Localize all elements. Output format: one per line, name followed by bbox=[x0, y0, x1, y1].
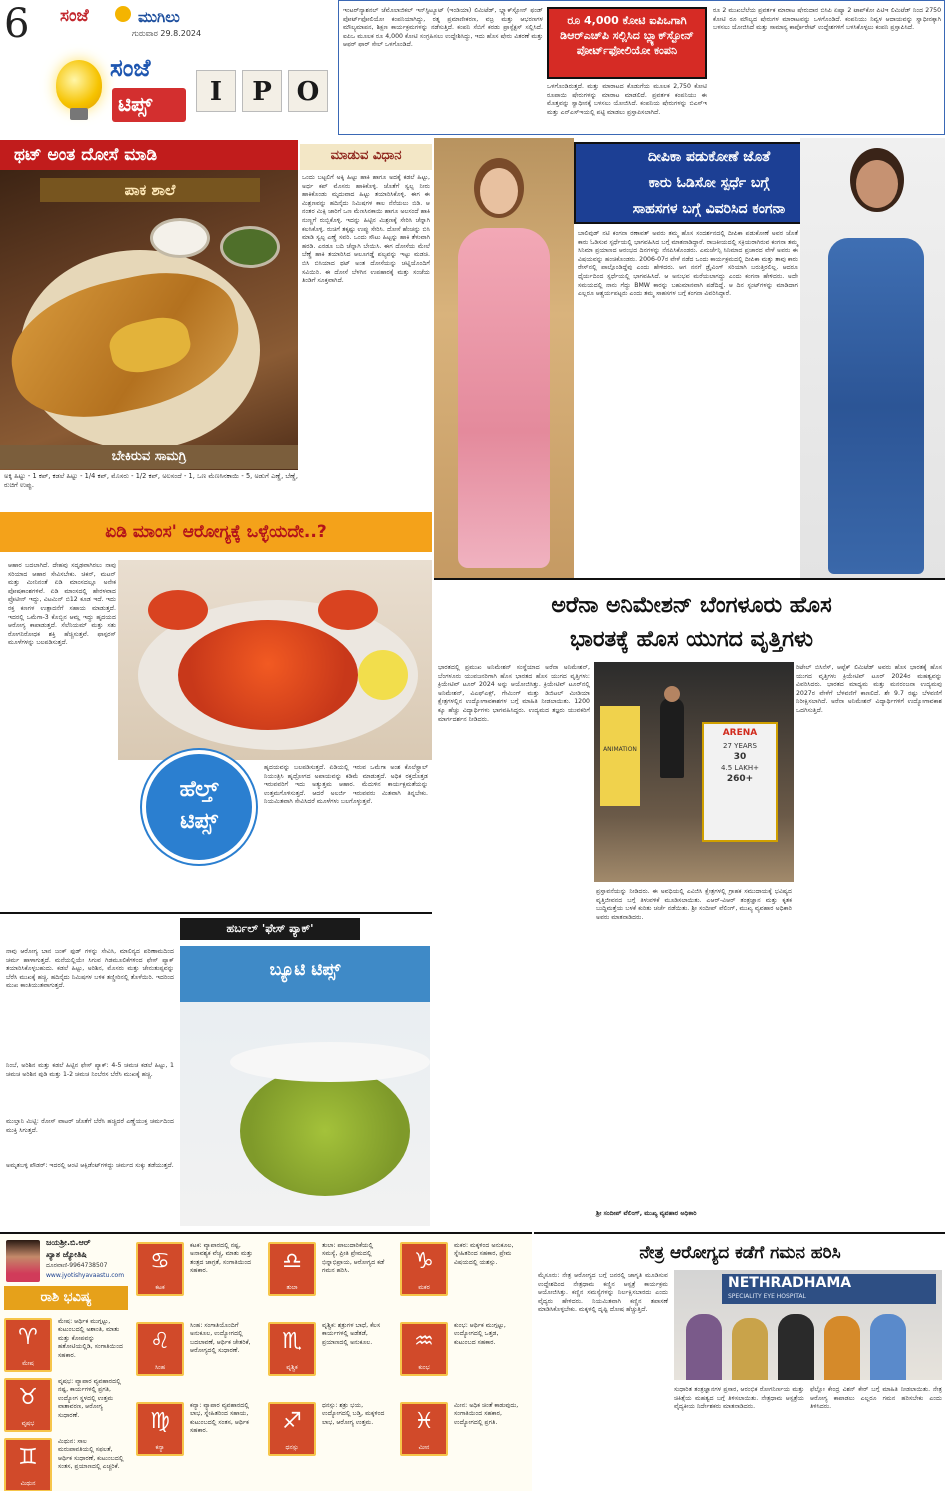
crab-headline-bar bbox=[0, 512, 432, 552]
left-banner-text: ANIMATION bbox=[603, 746, 637, 753]
face-pack-photo bbox=[180, 946, 430, 1226]
zodiac-forecast: ಕನ್ಯಾ: ವ್ಯಾಪಾರ ವ್ಯವಹಾರದಲ್ಲಿ ಲಾಭ, ಸ್ನೇಹಿತರಿಂದ ಸಹಾಯ, ಕುಟುಂಬದಲ್ಲಿ ಸಂತಸ, ಆರ್ಥಿಕ ಸಹಕಾರ. bbox=[190, 1402, 249, 1435]
rashi-item bbox=[136, 1238, 256, 1302]
zodiac-icon bbox=[4, 1378, 52, 1432]
zodiac-forecast: ಕಟಕ: ವ್ಯಾಪಾರದಲ್ಲಿ ನಷ್ಟ, ಅನಾವಶ್ಯಕ ವೆಚ್ಚ, ಮಾತು ಮತ್ತು ತಂತ್ರದ ಜಾಗ್ರತೆ, ಸಂಗಾತಿಯಿಂದ ಸಹಕಾರ. bbox=[190, 1242, 253, 1275]
rashi-item bbox=[136, 1318, 256, 1382]
zodiac-glyph: ♏ bbox=[282, 1329, 302, 1354]
masthead bbox=[0, 0, 338, 135]
screen-line5: 260+ bbox=[726, 774, 754, 784]
arena-col1: ಭಾರತದಲ್ಲಿ ಪ್ರಮುಖ ಅನಿಮೇಶನ್ ಸಂಸ್ಥೆಯಾದ ಅರೆನಾ ಅನಿಮೇಶನ್, ಬೆಂಗಳೂರು ಯುವಜನರಿಗಾಗಿ ಹೊಸ ಭಾರತದ ಹೊಸ ಯುಗದ ವೃತ್ತಿಗಳು: ಕ್ರಿಯೇಟಿವ್ ಟೂರ್ 2024 ಅನ್ನು ಆಯೋಜಿಸಿತ್ತು. ಕ್ರಿಯೇಟಿವ್ ಟೂರ್‌ನಲ್ಲಿ ಅನಿಮೇಶನ್, ವಿಎಫ್‌ಎಕ್ಸ್, ಗೇಮಿಂಗ್ ಮತ್ತು ಡಿಜಿಟಲ್ ಮೀಡಿಯಾ ಕ್ಷೇತ್ರಗಳಲ್ಲಿನ ಉದ್ಯೋಗಾವಕಾಶಗಳ ಬಗ್ಗೆ ಮಾಹಿತಿ ನೀಡಲಾಯಿತು. 1200 ಕ್ಕೂ ಹೆಚ್ಚು ವಿದ್ಯಾರ್ಥಿಗಳು ಭಾಗವಹಿಸಿದ್ದರು. ಉದ್ಯಮದ ತಜ್ಞರು ಯುವಕರಿಗೆ ಮಾರ್ಗದರ್ಶನ ನೀಡಿದರು. bbox=[438, 664, 590, 723]
zodiac-glyph: ♉ bbox=[18, 1385, 38, 1410]
rashi-grid bbox=[0, 1234, 532, 1491]
zodiac-forecast: ಕುಂಭ: ಆರ್ಥಿಕ ಮುಗ್ಗಟ್ಟು, ಉದ್ಯೋಗದಲ್ಲಿ ಒತ್ತಡ, ಕುಟುಂಬದ ಸಹಕಾರ. bbox=[454, 1322, 506, 1346]
arena-col2: ಪ್ರಸ್ತಾವನೆಯನ್ನು ನೀಡಿದರು. ಈ ಅವಧಿಯಲ್ಲಿ ಎವಿಜಿಸಿ ಕ್ಷೇತ್ರಗಳಲ್ಲಿ ಗ್ರಾಹಕ ಸಮುದಾಯಕ್ಕೆ ಭವಿಷ್ಯದ ವೃತ್ತಿಜೀವನದ ಬಗ್ಗೆ ತಿಳುವಳಿಕೆ ಮೂಡಿಸಲಾಯಿತು. ಎಆರ್-ವಿಆರ್ ತಂತ್ರಜ್ಞಾನ ಮತ್ತು ಕೃತಕ ಬುದ್ಧಿಮತ್ತೆಯ ಬಳಕೆ ಕುರಿತು ಚರ್ಚೆ ನಡೆಯಿತು. ಶ್ರೀ ಸಂದೀಪ್ ವೆಲಿಂಗ್, ಮುಖ್ಯ ವ್ಯವಹಾರ ಅಧಿಕಾರಿ ಅವರು ಮಾತನಾಡಿದರು. bbox=[596, 888, 792, 921]
chutney-bowl-white bbox=[150, 218, 210, 258]
zodiac-name: ಕನ್ಯಾ bbox=[155, 1444, 165, 1451]
zodiac-name: ತುಲಾ bbox=[286, 1284, 298, 1291]
astrologer-website: www.jyotishyavaastu.com bbox=[46, 1272, 125, 1279]
rashi-item bbox=[400, 1398, 520, 1462]
ipo-tile-i: I bbox=[196, 70, 236, 112]
ipo-headline: ರೂ 4,000 ಕೋಟಿ ಐಪಿಒಗಾಗಿ ಡಿಆರ್‌ಎಚ್‌ಪಿ ಸಲ್ಲಿಸಿದ ಬ್ಲ್ಯಾಕ್‌ಸ್ಟೋನ್ ಪೋರ್ಟ್‌ಫೋಲಿಯೋ ಕಂಪನಿ bbox=[560, 14, 694, 57]
zodiac-glyph: ♍ bbox=[150, 1409, 170, 1434]
crab-photo bbox=[118, 560, 432, 760]
zodiac-forecast: ಮೇಷ: ಆರ್ಥಿಕ ಮುಗ್ಗಟ್ಟು, ಕುಟುಂಬದಲ್ಲಿ ಅಶಾಂತಿ, ಮಾತು ಮತ್ತು ಕೋಪವನ್ನು ಹತೋಟಿಯಲ್ಲಿಡಿ, ಸಂಗಾತಿಯಿಂದ ಸಹಕಾರ. bbox=[58, 1318, 123, 1359]
zodiac-glyph: ♈ bbox=[18, 1325, 38, 1350]
zodiac-icon bbox=[400, 1322, 448, 1376]
rashi-item bbox=[4, 1374, 124, 1438]
screen-line3: 30 bbox=[733, 752, 747, 762]
recipe-title-bar bbox=[0, 140, 298, 170]
eye-col1: ಮೈಸೂರು: ನೇತ್ರ ಆರೋಗ್ಯದ ಬಗ್ಗೆ ಜನರಲ್ಲಿ ಜಾಗೃತಿ ಮೂಡಿಸುವ ಉದ್ದೇಶದಿಂದ ನೇತ್ರಧಾಮ ಕಣ್ಣಿನ ಆಸ್ಪತ್ರೆ ಕಾರ್ಯಕ್ರಮ ಆಯೋಜಿಸಿತ್ತು. ಕಣ್ಣಿನ ಸಮಸ್ಯೆಗಳನ್ನು ನಿರ್ಲಕ್ಷಿಸಬಾರದು ಎಂದು ವೈದ್ಯರು ಹೇಳಿದರು. ನಿಯಮಿತವಾಗಿ ಕಣ್ಣಿನ ತಪಾಸಣೆ ಮಾಡಿಸಿಕೊಳ್ಳಬೇಕು. ಮಕ್ಕಳಲ್ಲಿ ದೃಷ್ಟಿ ದೋಷ ಹೆಚ್ಚುತ್ತಿದೆ. bbox=[538, 1272, 668, 1314]
method-title: ಮಾಡುವ ವಿಧಾನ bbox=[300, 144, 432, 170]
zodiac-name: ಮೇಷ bbox=[22, 1360, 34, 1367]
beauty-tip3: ಅಮೃತಬಳ್ಳಿ ಪೌಡರ್: ಇದರಲ್ಲಿ ಆಂಟಿ ಆಕ್ಸಿಡೆಂಟ್‌ಗಳಿದ್ದು ಚರ್ಮದ ಸುಕ್ಕು ತಡೆಯುತ್ತದೆ. bbox=[6, 1162, 174, 1169]
dosa-photo bbox=[0, 170, 298, 470]
screen-brand: ARENA bbox=[722, 728, 758, 738]
ipo-tiles bbox=[196, 70, 338, 116]
rashi-item bbox=[268, 1398, 388, 1462]
zodiac-glyph: ♎ bbox=[282, 1249, 302, 1274]
zodiac-icon bbox=[268, 1242, 316, 1296]
zodiac-name: ಕುಂಭ bbox=[418, 1364, 430, 1371]
ipo-article bbox=[338, 0, 945, 135]
beauty-headline-box bbox=[180, 918, 360, 940]
screen-line4: 4.5 LAKH+ bbox=[721, 764, 759, 772]
section-title-bar bbox=[40, 178, 260, 202]
eye-banner bbox=[722, 1274, 936, 1304]
beauty-article bbox=[0, 912, 432, 1228]
rashi-item bbox=[400, 1318, 520, 1382]
rashi-item bbox=[400, 1238, 520, 1302]
deepika-photo bbox=[800, 138, 945, 578]
crab-headline: ಏಡಿ ಮಾಂಸ' ಆರೋಗ್ಯಕ್ಕೆ ಒಳ್ಳೆಯದೇ..? bbox=[105, 522, 327, 542]
zodiac-icon bbox=[136, 1402, 184, 1456]
zodiac-forecast: ಸಿಂಹ: ಸಂಗಾತಿಯೊಂದಿಗೆ ಅನುಕೂಲ, ಉದ್ಯೋಗದಲ್ಲಿ ಬದಲಾವಣೆ, ಆರ್ಥಿಕ ಚೇತರಿಕೆ, ಆರೋಗ್ಯದಲ್ಲಿ ಸುಧಾರಣೆ. bbox=[190, 1322, 251, 1355]
speaker-figure bbox=[660, 698, 684, 778]
zodiac-name: ವೃಶ್ಚಿಕ bbox=[286, 1364, 298, 1371]
zodiac-icon bbox=[400, 1242, 448, 1296]
kangana-headline-2: ಕಾರು ಓಡಿಸೋ ಸ್ಪರ್ಧೆ ಬಗ್ಗೆ bbox=[648, 175, 770, 191]
health-tips-badge bbox=[142, 750, 256, 864]
zodiac-glyph: ♓ bbox=[414, 1409, 434, 1434]
zodiac-glyph: ♒ bbox=[414, 1329, 434, 1354]
eye-banner-text: NETHRADHAMA bbox=[728, 1275, 852, 1291]
zodiac-name: ಮಕರ bbox=[418, 1284, 430, 1291]
tips-line2: ಟಿಪ್ಸ್ bbox=[118, 92, 153, 116]
tips-line1: ಸಂಜೆ bbox=[110, 54, 151, 82]
crab-shape bbox=[178, 620, 358, 730]
kangana-photo bbox=[434, 138, 574, 578]
ipo-headline-box bbox=[547, 7, 707, 79]
crab-col2: ಹೃದಯವನ್ನು ಬಲಪಡಿಸುತ್ತದೆ. ಏಡಿಯಲ್ಲಿ ಇರುವ ಒಮೆಗಾ ಅಂಶ ಕೊಲೆಸ್ಟ್ರಾಲ್ ನಿಯಂತ್ರಿಸಿ ಹೃದ್ರೋಗದ ಅಪಾಯವನ್ನು ಕಡಿಮೆ ಮಾಡುತ್ತದೆ. ಅಧಿಕ ರಕ್ತದೊತ್ತಡ ಇರುವವರಿಗೆ ಇದು ಅತ್ಯುತ್ತಮ ಆಹಾರ. ಮೆದುಳಿನ ಕಾರ್ಯಕ್ಷಮತೆಯನ್ನು ಉತ್ತಮಗೊಳಿಸುತ್ತದೆ. ಆದರೆ ಅಲರ್ಜಿ ಇರುವವರು ಮಿತವಾಗಿ ತಿನ್ನಬೇಕು. ನಿಯಮಿತವಾಗಿ ಸೇವಿಸಿದರೆ ಮೂಳೆಗಳು ಬಲಗೊಳ್ಳುತ್ತವೆ. bbox=[264, 764, 428, 806]
zodiac-glyph: ♐ bbox=[282, 1409, 302, 1434]
astrologer-name: ಜಯಶ್ರೀ.ಬಿ.ಆರ್ bbox=[46, 1238, 91, 1247]
zodiac-icon bbox=[136, 1242, 184, 1296]
arena-headline-1: ಅರೆನಾ ಅನಿಮೇಶನ್ ಬೆಂಗಳೂರು ಹೊಸ bbox=[551, 593, 832, 618]
rashi-item bbox=[136, 1398, 256, 1462]
ipo-tile-o: O bbox=[288, 70, 328, 112]
arena-article bbox=[434, 578, 945, 1228]
zodiac-forecast: ಧನಸ್ಸು: ಶತ್ರು ಭಯ, ಉದ್ಯೋಗದಲ್ಲಿ ಬಡ್ತಿ, ಮಕ್ಕಳಿಂದ ಲಾಭ, ಆರೋಗ್ಯ ಉತ್ತಮ. bbox=[322, 1402, 385, 1426]
zodiac-forecast: ಮಕರ: ಮಕ್ಕಳಿಂದ ಅನುಕೂಲ, ಸ್ನೇಹಿತರಿಂದ ಸಹಕಾರ, ಪ್ರೇಮ ವಿಷಯದಲ್ಲಿ ಯಶಸ್ಸು. bbox=[454, 1242, 514, 1266]
ingredients-title: ಬೇಕಿರುವ ಸಾಮಗ್ರಿ bbox=[111, 449, 187, 464]
rashi-item bbox=[4, 1314, 124, 1378]
recipe-method-text: ಒಂದು ಬಟ್ಟಲಿಗೆ ಅಕ್ಕಿ ಹಿಟ್ಟು ಹಾಕಿ ಹಾಗೂ ಅದಕ್ಕೆ ಕಡಲೆ ಹಿಟ್ಟು, ಅರ್ಧ ಕಪ್ ಮೊಸರು ಹಾಕಿಕೊಳ್ಳಿ. ಜೊತೆಗೆ ಸ್ವಲ್ಪ ನೀರು ಹಾಕಿಕೊಂಡು ಮೃದುವಾದ ಹಿಟ್ಟು ತಯಾರಿಸಿಕೊಳ್ಳಿ. ಈಗ ಈ ಮಿಶ್ರಣವನ್ನು ಹದಿನೈದು ನಿಮಿಷಗಳ ಕಾಲ ನೆನೆಯಲು ಬಿಡಿ. ಆ ನಂತರ ಮಿಕ್ಸಿ ಜಾರಿಗೆ ಒಣ ಮೆಣಸಿನಕಾಯಿ ಹಾಗೂ ಅಲಸಂದೆ ಹಾಕಿ ನುಣ್ಣಗೆ ರುಬ್ಬಿಕೊಳ್ಳಿ. ಇದನ್ನು ಹಿಟ್ಟಿನ ಮಿಶ್ರಣಕ್ಕೆ ಸೇರಿಸಿ ಚೆನ್ನಾಗಿ ಕಲಸಿಕೊಳ್ಳಿ. ರುಚಿಗೆ ತಕ್ಕಷ್ಟು ಉಪ್ಪು ಸೇರಿಸಿ. ದೋಸೆ ಹೆಂಚನ್ನು ಬಿಸಿ ಮಾಡಿ ಸ್ವಲ್ಪ ಎಣ್ಣೆ ಸವರಿ. ಒಂದು ಸೌಟು ಹಿಟ್ಟನ್ನು ಹಾಕಿ ತೆಳುವಾಗಿ ಹರಡಿ. ಎರಡೂ ಬದಿ ಚೆನ್ನಾಗಿ ಬೇಯಿಸಿ. ಈಗ ದೋಸೆಯ ಮೇಲೆ ಬೆಣ್ಣೆ ಹಾಕಿ ತಯಾರಿಸಿದ ಆಲೂಗಡ್ಡೆ ಪಲ್ಯವನ್ನು ಇಟ್ಟು ಮಡಚಿ. ಬಿಸಿ ಬಿಸಿಯಾದ ಥಟ್ ಅಂತ ದೋಸೆಯನ್ನು ಚಟ್ನಿಯೊಂದಿಗೆ ಸವಿಯಿರಿ. ಈ ದೋಸೆ ಬೆಳಗಿನ ಉಪಹಾರಕ್ಕೆ ಮತ್ತು ಸಂಜೆಯ ತಿಂಡಿಗೆ ಸೂಕ್ತವಾಗಿದೆ. bbox=[302, 174, 431, 285]
pink-dress bbox=[458, 228, 550, 568]
arena-screen bbox=[702, 722, 778, 842]
rashi-item bbox=[4, 1434, 124, 1491]
rashi-section bbox=[0, 1232, 532, 1491]
arena-headline-2: ಭಾರತಕ್ಕೆ ಹೊಸ ಯುಗದ ವೃತ್ತಿಗಳು bbox=[570, 627, 813, 652]
eye-event-photo bbox=[674, 1270, 942, 1380]
zodiac-glyph: ♑ bbox=[414, 1249, 434, 1274]
rashi-title: ರಾಶಿ ಭವಿಷ್ಯ bbox=[40, 1290, 92, 1305]
zodiac-forecast: ಮೀನ: ಅಧಿಕ ಚಿಂತೆ ಕಾಡುವುದು, ಸಂಗಾತಿಯಿಂದ ಸಹಕಾರ, ಉದ್ಯೋಗದಲ್ಲಿ ಪ್ರಗತಿ. bbox=[454, 1402, 519, 1426]
ipo-tile-p: P bbox=[242, 70, 282, 112]
zodiac-icon bbox=[136, 1322, 184, 1376]
zodiac-glyph: ♋ bbox=[150, 1249, 170, 1274]
face-shape bbox=[240, 1066, 410, 1196]
beauty-subhead: ಬ್ಯೂಟಿ ಟಿಪ್ಸ್ bbox=[269, 960, 341, 980]
zodiac-name: ಮಿಥುನ bbox=[20, 1480, 36, 1487]
zodiac-forecast: ಮಿಥುನ: ಸಾಲ ಮರುಪಾವತಿಯಲ್ಲಿ ಸಫಲತೆ, ಆರ್ಥಿಕ ಸುಧಾರಣೆ, ಕುಟುಂಬದಲ್ಲಿ ಸಂತಸ, ಪ್ರಯಾಣದಲ್ಲಿ ಎಚ್ಚರಿಕೆ. bbox=[58, 1438, 124, 1471]
badge-line1: ಹೆಲ್ತ್ bbox=[179, 777, 219, 802]
rashi-item bbox=[268, 1238, 388, 1302]
left-banner bbox=[600, 706, 640, 806]
kangana-headline-3: ಸಾಹಸಗಳ ಬಗ್ಗೆ ವಿವರಿಸಿದ ಕಂಗನಾ bbox=[632, 201, 786, 217]
kangana-article bbox=[434, 138, 945, 578]
ipo-col3: ರೂ 2 ಮುಖಬೆಲೆಯ ಪ್ರವರ್ತಕ ಮಾರಾಟ ಷೇರುದಾರ ಬಿಸಿಪಿ ಏಷ್ಯಾ 2 ಟಾಪ್‌ಕೋ ಪಿಟಿಇ ಲಿಮಿಟೆಡ್ ನಿಂದ 2750 ಕೋಟಿ ರೂ ಮೌಲ್ಯದ ಷೇರುಗಳ ಮಾರಾಟವನ್ನು ಒಳಗೊಂಡಿದೆ. ಕಂಪನಿಯು ನಿವ್ವಳ ಆದಾಯವನ್ನು ಸ್ವಾಧೀನಕ್ಕಾಗಿ ಬಳಸಲು ಯೋಜಿಸಿದೆ ಮತ್ತು ಸಾಮಾನ್ಯ ಕಾರ್ಪೊರೇಟ್ ಉದ್ದೇಶಗಳಿಗೆ ಬಳಸಿಕೊಳ್ಳಲು ಕಂಪನಿ ಪ್ರಸ್ತಾಪಿಸಿದೆ. bbox=[713, 7, 941, 32]
zodiac-icon bbox=[268, 1402, 316, 1456]
recipe-title: ಥಟ್ ಅಂತ ದೋಸೆ ಮಾಡಿ bbox=[14, 145, 158, 165]
ingredients-title-bar bbox=[0, 445, 298, 469]
beauty-tip1: ನಿಂಬೆ, ಅರಿಶಿನ ಮತ್ತು ಕಡಲೆ ಹಿಟ್ಟಿನ ಫೇಸ್ ಪ್ಯಾಕ್: 4-5 ಚಮಚ ಕಡಲೆ ಹಿಟ್ಟು, 1 ಚಮಚ ಅರಿಶಿನ ಪುಡಿ ಮತ್ತು 1-2 ಚಮಚ ನಿಂಬೆರಸ ಬೆರೆಸಿ ಮುಖಕ್ಕೆ ಹಚ್ಚಿ. bbox=[6, 1062, 174, 1078]
recipe-article bbox=[0, 140, 432, 508]
eye-banner-sub: SPECIALITY EYE HOSPITAL bbox=[728, 1293, 806, 1300]
zodiac-name: ಸಿಂಹ bbox=[154, 1364, 165, 1371]
brand-sanje: ಸಂಜೆ bbox=[60, 6, 89, 26]
arena-caption: ಶ್ರೀ ಸಂದೀಪ್ ವೆಲಿಂಗ್, ಮುಖ್ಯ ವ್ಯವಹಾರ ಅಧಿಕಾರಿ bbox=[596, 1210, 697, 1217]
zodiac-name: ವೃಷಭ bbox=[21, 1420, 35, 1427]
zodiac-icon bbox=[400, 1402, 448, 1456]
eye-col3: ಫೆಲ್ಲೋ ಕೇಂದ್ರ ವಿಶನ್ ಕೇರ್ ಬಗ್ಗೆ ಮಾಹಿತಿ ನೀಡಲಾಯಿತು. ನೇತ್ರ ಆರೋಗ್ಯ ಕಾಪಾಡಲು ಎಲ್ಲರೂ ಗಮನ ಹರಿಸಬೇಕು ಎಂದು ತಿಳಿಸಿದರು. bbox=[810, 1386, 942, 1411]
rashi-item bbox=[268, 1318, 388, 1382]
beauty-body: ನಾವು ಆರೋಗ್ಯ ಬಾನ ಜಂಕ್ ಫುಡ್ ಗಳನ್ನು ಸೇವಿಸಿ, ಮಾಲಿನ್ಯದ ಪರಿಣಾಮದಿಂದ ಚರ್ಮ ಹಾಳಾಗುತ್ತದೆ. ಮನೆಯಲ್ಲಿಯೇ ಸಿಗುವ ಗಿಡಮೂಲಿಕೆಗಳಿಂದ ಫೇಸ್ ಪ್ಯಾಕ್ ತಯಾರಿಸಿಕೊಳ್ಳಬಹುದು. ಕಡಲೆ ಹಿಟ್ಟು, ಅರಿಶಿನ, ಮೊಸರು ಮತ್ತು ಜೇನುತುಪ್ಪವನ್ನು ಬೆರೆಸಿ ಮುಖಕ್ಕೆ ಹಚ್ಚಿ. ಹದಿನೈದು ನಿಮಿಷಗಳ ಬಳಿಕ ತಣ್ಣೀರಿನಲ್ಲಿ ತೊಳೆಯಿರಿ. ಇದರಿಂದ ಮುಖ ಕಾಂತಿಯುತವಾಗುತ್ತದೆ. bbox=[6, 948, 174, 990]
eye-headline: ನೇತ್ರ ಆರೋಗ್ಯದ ಕಡೆಗೆ ಗಮನ ಹರಿಸಿ bbox=[639, 1243, 841, 1263]
arena-event-photo bbox=[594, 662, 794, 882]
beauty-tip2: ಮುಲ್ತಾನಿ ಮಿಟ್ಟಿ: ರೋಸ್ ವಾಟರ್ ಜೊತೆಗೆ ಬೆರೆಸಿ ಹಚ್ಚಿದರೆ ಎಣ್ಣೆಯುಕ್ತ ಚರ್ಮದಿಂದ ಮುಕ್ತಿ ಸಿಗುತ್ತದೆ. bbox=[6, 1118, 174, 1134]
zodiac-glyph: ♊ bbox=[18, 1445, 38, 1470]
eye-article bbox=[534, 1232, 945, 1491]
brand-mugilu: ಮುಗಿಲು bbox=[138, 8, 180, 26]
zodiac-forecast: ತುಲಾ: ಪಾಲುದಾರಿಕೆಯಲ್ಲಿ ಸಮಸ್ಯೆ, ಪ್ರೀತಿ ಪ್ರೇಮದಲ್ಲಿ ಭಿನ್ನಾಭಿಪ್ರಾಯ, ಆರೋಗ್ಯದ ಕಡೆ ಗಮನ ಹರಿಸಿ. bbox=[322, 1242, 385, 1275]
beauty-headline: ಹರ್ಬಲ್ 'ಫೇಸ್ ಪ್ಯಾಕ್' bbox=[226, 922, 314, 935]
eye-col2: ಸುಧಾರಿತ ತಂತ್ರಜ್ಞಾನಗಳ ಪ್ರಸಾರ, ಆರಂಭಿಕ ರೋಗನಿರ್ಣಯ ಮತ್ತು ಚಿಕಿತ್ಸೆಯ ಮಹತ್ವದ ಬಗ್ಗೆ ತಿಳಿಸಲಾಯಿತು. ನೇತ್ರಧಾಮ ಆಸ್ಪತ್ರೆಯ ವೈದ್ಯಕೀಯ ನಿರ್ದೇಶಕರು ಮಾತನಾಡಿದರು. bbox=[674, 1386, 804, 1411]
zodiac-forecast: ವೃಷಭ: ವ್ಯಾಪಾರ ವ್ಯವಹಾರದಲ್ಲಿ ನಷ್ಟ, ಕಾರ್ಯಗಳಲ್ಲಿ ಪ್ರಗತಿ, ಉದ್ಯೋಗ ಸ್ಥಳದಲ್ಲಿ ಉತ್ತಮ ವಾತಾವರಣ, ಆರೋಗ್ಯ ಸುಧಾರಣೆ. bbox=[58, 1378, 121, 1419]
zodiac-name: ಧನಸ್ಸು bbox=[285, 1444, 299, 1451]
arena-col3: ರಿಟೇಲ್ ಬಿಸಿನೆಸ್, ಆಪ್ಟೆಕ್ ಲಿಮಿಟೆಡ್ ಅವರು ಹೊಸ ಭಾರತಕ್ಕೆ ಹೊಸ ಯುಗದ ವೃತ್ತಿಗಳು ಕ್ರಿಯೇಟಿವ್ ಟೂರ್ 2024ರ ಮಹತ್ವವನ್ನು ವಿವರಿಸಿದರು. ಭಾರತದ ಮಾಧ್ಯಮ ಮತ್ತು ಮನರಂಜನಾ ಉದ್ಯಮವು 2027ರ ವೇಳೆಗೆ ಬೆಳವಣಿಗೆ ಕಾಣಲಿದೆ. ಶೇ 9.7 ರಷ್ಟು ಬೆಳವಣಿಗೆ ನಿರೀಕ್ಷಿಸಲಾಗಿದೆ. ಅರೆನಾ ಅನಿಮೇಶನ್ ವಿದ್ಯಾರ್ಥಿಗಳಿಗೆ ಉದ್ಯೋಗಾವಕಾಶ ಒದಗಿಸುತ್ತಿದೆ. bbox=[796, 664, 942, 714]
badge-line2: ಟಿಪ್ಸ್ bbox=[180, 809, 218, 834]
screen-line2: 27 YEARS bbox=[723, 742, 757, 750]
zodiac-forecast: ವೃಶ್ಚಿಕ: ಶತ್ರುಗಳ ಬಾಧೆ, ಕೆಲಸ ಕಾರ್ಯಗಳಲ್ಲಿ ಅಡೆತಡೆ, ಪ್ರಯಾಣದಲ್ಲಿ ಅನುಕೂಲ. bbox=[322, 1322, 381, 1346]
astrologer-title: ಖ್ಯಾತ ಜ್ಯೋತಿಷಿ bbox=[46, 1250, 87, 1259]
page-number: 6 bbox=[4, 1, 30, 47]
issue-date: ಗುರುವಾರ 29.8.2024 bbox=[132, 29, 202, 38]
ipo-col1: ಇಂಟರ್‌ನ್ಯಾಶನಲ್ ಜೆಮೊಲಾಜಿಕಲ್ ಇನ್‌ಸ್ಟಿಟ್ಯೂಟ್ (ಇಂಡಿಯಾ) ಲಿಮಿಟೆಡ್, ಬ್ಲ್ಯಾಕ್‌ಸ್ಟೋನ್ ಫಂಡ್ ಪೋರ್ಟ್‌ಫೋಲಿಯೋ ಕಂಪನಿಯಾಗಿದ್ದು, ರತ್ನ ಪ್ರಮಾಣೀಕರಣ, ವಜ್ರ ಮತ್ತು ಆಭರಣಗಳ ಮೌಲ್ಯಮಾಪನ, ಶಿಕ್ಷಣ ಕಾರ್ಯಕ್ರಮಗಳನ್ನು ನಡೆಸುತ್ತಿದೆ. ಕಂಪನಿ ಸೆಬಿಗೆ ಕರಡು ಪ್ರಾಸ್ಪೆಕ್ಟಸ್ ಸಲ್ಲಿಸಿದೆ. ಐಪಿಒ ಮೂಲಕ ರೂ 4,000 ಕೋಟಿ ಸಂಗ್ರಹಿಸಲು ಉದ್ದೇಶಿಸಿದ್ದು, ಇದು ಹೊಸ ಷೇರು ವಿತರಣೆ ಮತ್ತು ಆಫರ್ ಫಾರ್ ಸೇಲ್ ಒಳಗೊಂಡಿದೆ. bbox=[343, 7, 543, 49]
crab-article bbox=[0, 512, 432, 912]
zodiac-glyph: ♌ bbox=[150, 1329, 170, 1354]
crab-col1: ಆಹಾರ ಬದಲಾಗಿದೆ. ದೇಹವು ಸದೃಢವಾಗಿರಲು ನಾವು ಸರಿಯಾದ ಆಹಾರ ಸೇವಿಸಬೇಕು. ಚಿಕನ್, ಮಟನ್ ಮತ್ತು ಮೀನಿನಂತೆ ಏಡಿ ಮಾಂಸದಲ್ಲೂ ಅನೇಕ ಪೋಷಕಾಂಶಗಳಿವೆ. ಏಡಿ ಮಾಂಸದಲ್ಲಿ ಹೇರಳವಾದ ಪ್ರೊಟೀನ್ ಇದ್ದು, ವಿಟಮಿನ್ ಬಿ12 ಕೂಡ ಇದೆ. ಇದು ರಕ್ತ ಕಣಗಳ ಉತ್ಪಾದನೆಗೆ ಸಹಾಯ ಮಾಡುತ್ತದೆ. ಇದರಲ್ಲಿ ಒಮೆಗಾ-3 ಕೊಬ್ಬಿನ ಆಮ್ಲ ಇದ್ದು ಹೃದಯದ ಆರೋಗ್ಯ ಕಾಪಾಡುತ್ತದೆ. ಸೆಲೆನಿಯಮ್ ಮತ್ತು ಸತು ರೋಗನಿರೋಧಕ ಶಕ್ತಿ ಹೆಚ್ಚಿಸುತ್ತವೆ. ಫಾಸ್ಫರಸ್ ಮೂಳೆಗಳನ್ನು ಬಲಪಡಿಸುತ್ತದೆ. bbox=[8, 562, 116, 647]
zodiac-name: ಕಟಕ bbox=[155, 1284, 165, 1291]
section-title: ಪಾಕ ಶಾಲೆ bbox=[124, 181, 176, 199]
sun-icon bbox=[115, 6, 131, 22]
ingredients-text: ಅಕ್ಕಿ ಹಿಟ್ಟು - 1 ಕಪ್, ಕಡಲೆ ಹಿಟ್ಟು - 1/4 ಕಪ್, ಮೊಸರು - 1/2 ಕಪ್, ಅಲಸಂದೆ - 1, ಒಣ ಮೆಣಸಿನಕಾಯಿ - 5, ಅಡುಗೆ ಎಣ್ಣೆ, ಬೆಣ್ಣೆ, ರುಚಿಗೆ ಉಪ್ಪು. bbox=[4, 472, 298, 489]
astrologer-phone: ದೂರವಾಣಿ-9964738507 bbox=[46, 1262, 108, 1269]
denim-outfit bbox=[828, 238, 924, 574]
zodiac-icon bbox=[268, 1322, 316, 1376]
zodiac-name: ಮೀನ bbox=[418, 1444, 430, 1451]
lemon-shape bbox=[358, 650, 408, 700]
kangana-body: ಬಾಲಿವುಡ್ ನಟಿ ಕಂಗನಾ ರಣಾವತ್ ಅವರು ತಮ್ಮ ಹೊಸ ಸಂದರ್ಶನದಲ್ಲಿ ದೀಪಿಕಾ ಪಡುಕೋಣೆ ಅವರ ಜೊತೆ ಕಾರು ಓಡಿಸುವ ಸ್ಪರ್ಧೆಯಲ್ಲಿ ಭಾಗವಹಿಸಿದ ಬಗ್ಗೆ ಮಾತನಾಡಿದ್ದಾರೆ. ರಾಜಕೀಯದಲ್ಲಿ ಸಕ್ರಿಯರಾಗಿರುವ ಕಂಗನಾ ತಮ್ಮ ಸಿನಿಮಾ ಪ್ರಯಾಣದ ಆರಂಭದ ದಿನಗಳನ್ನು ನೆನಪಿಸಿಕೊಂಡರು. ಎಮರ್ಜೆನ್ಸಿ ಸಿನಿಮಾದ ಪ್ರಚಾರದ ವೇಳೆ ಅವರು ಈ ವಿಷಯವನ್ನು ಹಂಚಿಕೊಂಡರು. 2006-07ರ ವೇಳೆ ನಡೆದ ಒಂದು ಕಾರ್ಯಕ್ರಮದಲ್ಲಿ ದೀಪಿಕಾ ಮತ್ತು ತಾವು ಕಾರು ರೇಸ್‌ನಲ್ಲಿ ಪಾಲ್ಗೊಂಡಿದ್ದೆವು ಎಂದು ಹೇಳಿದರು. ಆಗ ನನಗೆ ಡ್ರೈವಿಂಗ್ ಸರಿಯಾಗಿ ಬರುತ್ತಿರಲಿಲ್ಲ. ಆದರೂ ಧೈರ್ಯದಿಂದ ಸ್ಪರ್ಧೆಯಲ್ಲಿ ಭಾಗವಹಿಸಿದೆ. ಆ ಅನುಭವ ಮರೆಯಲಾಗದ್ದು ಎಂದು ಕಂಗನಾ ಹೇಳಿದರು. ಅದೇ ಸಮಯದಲ್ಲಿ ನಾನು ಗೆದ್ದು BMW ಕಾರನ್ನು ಬಹುಮಾನವಾಗಿ ಪಡೆದಿದ್ದೆ. ಆ ದಿನ ಸ್ಟಂಟ್‌ಗಳನ್ನು ಮಾಡಿದಾಗ ಎಲ್ಲರೂ ಆಶ್ಚರ್ಯಪಟ್ಟರು ಎಂದು ತಮ್ಮ ಸಾಹಸಗಳ ಬಗ್ಗೆ ಕಂಗನಾ ವಿವರಿಸಿದ್ದಾರೆ. bbox=[578, 230, 798, 298]
zodiac-icon bbox=[4, 1438, 52, 1491]
lightbulb-icon bbox=[56, 60, 102, 110]
zodiac-icon bbox=[4, 1318, 52, 1372]
kangana-headline-1: ದೀಪಿಕಾ ಪಡುಕೋಣೆ ಜೊತೆ bbox=[647, 149, 771, 165]
chutney-bowl-green bbox=[220, 226, 280, 268]
ipo-col2: ಒಳಗೊಂಡಿರುತ್ತದೆ. ಮತ್ತು ಮಾರಾಟದ ಕೊಡುಗೆಯ ಮೂಲಕ 2,750 ಕೋಟಿ ರೂಪಾಯಿ ಷೇರುಗಳನ್ನು ಮಾರಾಟ ಮಾಡಲಿದೆ. ಪ್ರವರ್ತಕ ಕಂಪನಿಯು ಈ ಮೊತ್ತವನ್ನು ಸ್ವಾಧೀನಕ್ಕೆ ಬಳಸಲು ಯೋಜಿಸಿದೆ. ಕಂಪನಿಯ ಷೇರುಗಳನ್ನು ಬಿಎಸ್‌ಇ ಮತ್ತು ಎನ್‌ಎಸ್‌ಇಯಲ್ಲಿ ಪಟ್ಟಿ ಮಾಡಲು ಪ್ರಸ್ತಾಪಿಸಲಾಗಿದೆ. bbox=[547, 83, 707, 116]
